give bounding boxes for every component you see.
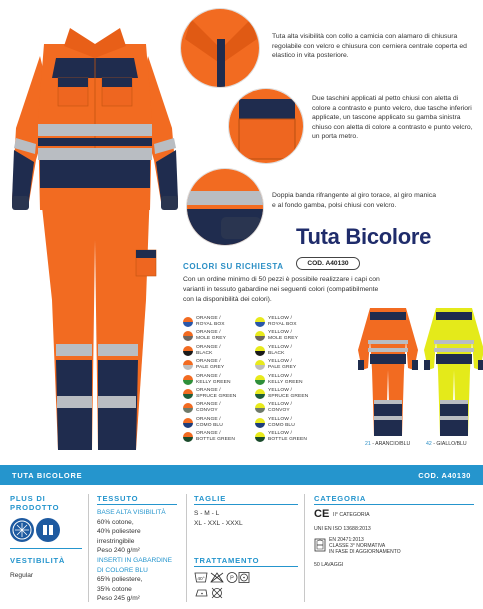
plus-divider [10,548,82,549]
swatch-dot [255,403,265,413]
color-swatch-left [183,359,224,371]
color-swatch-left [183,345,221,357]
swatch-label: ORANGE / ROYAL BOX [196,316,225,327]
tessuto-list [97,508,183,604]
en-norm-class: CLASSE 3° NORMATIVA [329,543,386,549]
swatch-dot [183,375,193,385]
categoria-underline [314,504,474,505]
tessuto-line: 65% poliestere, [97,576,143,584]
swatch-dot [255,346,265,356]
color-swatch-right [255,345,292,357]
swatch-label: ORANGE / CONVOY [196,402,221,414]
swatch-label: ORANGE / BOTTLE GREEN [196,431,235,443]
color-swatch-left [183,316,225,328]
swatch-label: YELLOW / PALE GREY [268,359,297,371]
en-norm-title: EN 20471:2013 [329,537,364,543]
swatch-label: ORANGE / MOLE GREY [196,330,226,342]
variant-yellow-caption: 42 - GIALLO/BLU [426,441,467,447]
colori-description: Con un ordine minimo di 50 pezzi è possibile realizzare i capi con varianti in tessuto gabardine nei seguenti colori (compatibilmente con la disponibilità dei colori). [183,276,380,303]
tessuto-line: INSERTI IN GABARDINE [97,556,172,564]
swatch-label: YELLOW / MOLE GREY [268,330,298,342]
cuff-detail-image [186,168,264,246]
swatch-label: YELLOW / BOTTLE GREEN [268,431,307,443]
swatch-dot [183,346,193,356]
column-separator [304,494,305,602]
tessuto-line: 60% cotone, [97,518,134,526]
wash-count: 50 LAVAGGI [314,562,344,568]
categoria-heading: CATEGORIA [314,494,367,503]
bar-product-name: TUTA BICOLORE [12,471,83,480]
color-swatch-left [183,417,223,429]
tessuto-line: Peso 240 g/m² [97,547,140,555]
pocket-description: Due taschini applicati al petto chiusi con aletta di colore a contrasto e punto velcro, due tasche inferiori applicate, un tascone applicato su gamba sinistra chiuso con aletta di colore a contrasto e punto velcro, un porta metro. [312,95,473,141]
color-swatch-left [183,330,226,342]
tessuto-line: irrestringibile [97,537,135,545]
swatch-dot [255,317,265,327]
swatch-label: YELLOW / SPRUCE GREEN [268,388,309,399]
swatch-label: YELLOW / KELLY GREEN [268,373,303,385]
collar-description: Tuta alta visibilità con collo a camicia con alamaro di chiusura regolabile con velcro e chiusura con cerniera centrale coperta ed elastico in vita posteriore. [272,33,467,60]
swatch-dot [255,432,265,442]
taglie-underline [194,504,298,505]
tessuto-heading: TESSUTO [97,494,139,503]
color-swatch-left [183,431,235,443]
norm-text: UNI EN ISO 13688:2013 [314,526,371,532]
tessuto-line: DI COLORE BLU [97,566,148,574]
column-separator [186,494,187,602]
dry-clean-icon [227,573,237,583]
tessuto-underline [97,504,177,505]
color-swatch-right [255,431,307,443]
bands-description: Doppia banda rifrangente al giro torace, al giro manica e al fondo gamba, polsi chiusi con velcro. [272,192,436,209]
swatch-dot [255,389,265,399]
color-swatch-right [255,417,295,429]
swatch-dot [183,331,193,341]
color-swatch-right [255,402,292,414]
color-swatch-left [183,402,221,414]
no-dry-clean-icon [212,588,222,598]
product-header-bar [0,465,483,485]
tessuto-line: 40% poliestere [97,528,141,536]
plus-icon-reflective [36,518,60,542]
tessuto-line: 35% cotone [97,585,132,593]
product-title: Tuta Bicolore [296,224,432,249]
swatch-dot [183,360,193,370]
trattamento-underline [194,566,298,567]
swatch-dot [183,418,193,428]
swatch-label: ORANGE / COMO BLU [196,416,223,428]
ce-mark: CE [314,508,330,520]
swatch-label: YELLOW / ROYAL BOX [268,316,297,327]
taglie-heading: TAGLIE [194,494,227,503]
swatch-dot [183,389,193,399]
vestibilita-value: Regular [10,572,34,579]
swatch-dot [183,432,193,442]
tumble-dry-icon [239,573,249,583]
swatch-label: YELLOW / COMO BLU [268,416,295,428]
taglie-sizes-1: S - M - L [194,510,220,517]
swatch-label: ORANGE / PALE GREY [196,359,225,371]
color-swatch-right [255,330,298,342]
swatch-dot [255,375,265,385]
color-swatch-right [255,316,297,328]
care-symbols [194,570,274,602]
trattamento-heading: TRATTAMENTO [194,556,260,565]
categoria-text: II° CATEGORIA [333,512,370,518]
swatch-dot [255,331,265,341]
bar-product-code: COD. A40130 [418,471,471,480]
no-bleach-icon [211,573,223,582]
vestibilita-heading: VESTIBILITÀ [10,556,66,565]
en-norm-update: IN FASE DI AGGIORNAMENTO [329,549,401,555]
tessuto-line: BASE ALTA VISIBILITÀ [97,509,166,516]
variant-orange-caption: 21 - ARANCIO/BLU [365,441,411,447]
swatch-label: ORANGE / KELLY GREEN [196,373,231,385]
color-swatch-left [183,374,231,386]
color-swatch-grid [183,316,323,446]
variant-yellow-image [422,300,483,438]
wash-icon [195,573,207,582]
pocket-detail-image [228,88,304,164]
color-swatch-right [255,374,303,386]
taglie-sizes-2: XL - XXL - XXXL [194,520,243,527]
swatch-dot [183,317,193,327]
hi-vis-pictogram-icon [314,538,326,552]
color-swatch-right [255,359,296,371]
wash-temp-label: 40° [197,577,205,582]
plus-icon-breathable [10,518,34,542]
collar-detail-image [180,8,260,88]
variant-orange-image [356,300,420,438]
swatch-label: ORANGE / BLACK [196,344,221,356]
swatch-label: ORANGE / SPRUCE GREEN [196,388,237,399]
swatch-label: YELLOW / CONVOY [268,402,292,414]
coverall-main-image [0,0,190,462]
swatch-dot [255,360,265,370]
tessuto-line: Peso 245 g/m² [97,595,140,603]
column-separator [88,494,89,602]
svg-text:P: P [230,575,234,582]
product-code-badge: COD. A40130 [296,257,360,270]
color-swatch-right [255,388,308,400]
swatch-dot [255,418,265,428]
swatch-dot [183,403,193,413]
color-swatch-left [183,388,236,400]
swatch-label: YELLOW / BLACK [268,344,292,356]
colori-heading: COLORI SU RICHIESTA [183,262,284,271]
iron-icon [196,590,207,596]
plus-heading: PLUS DI PRODOTTO [10,494,60,512]
